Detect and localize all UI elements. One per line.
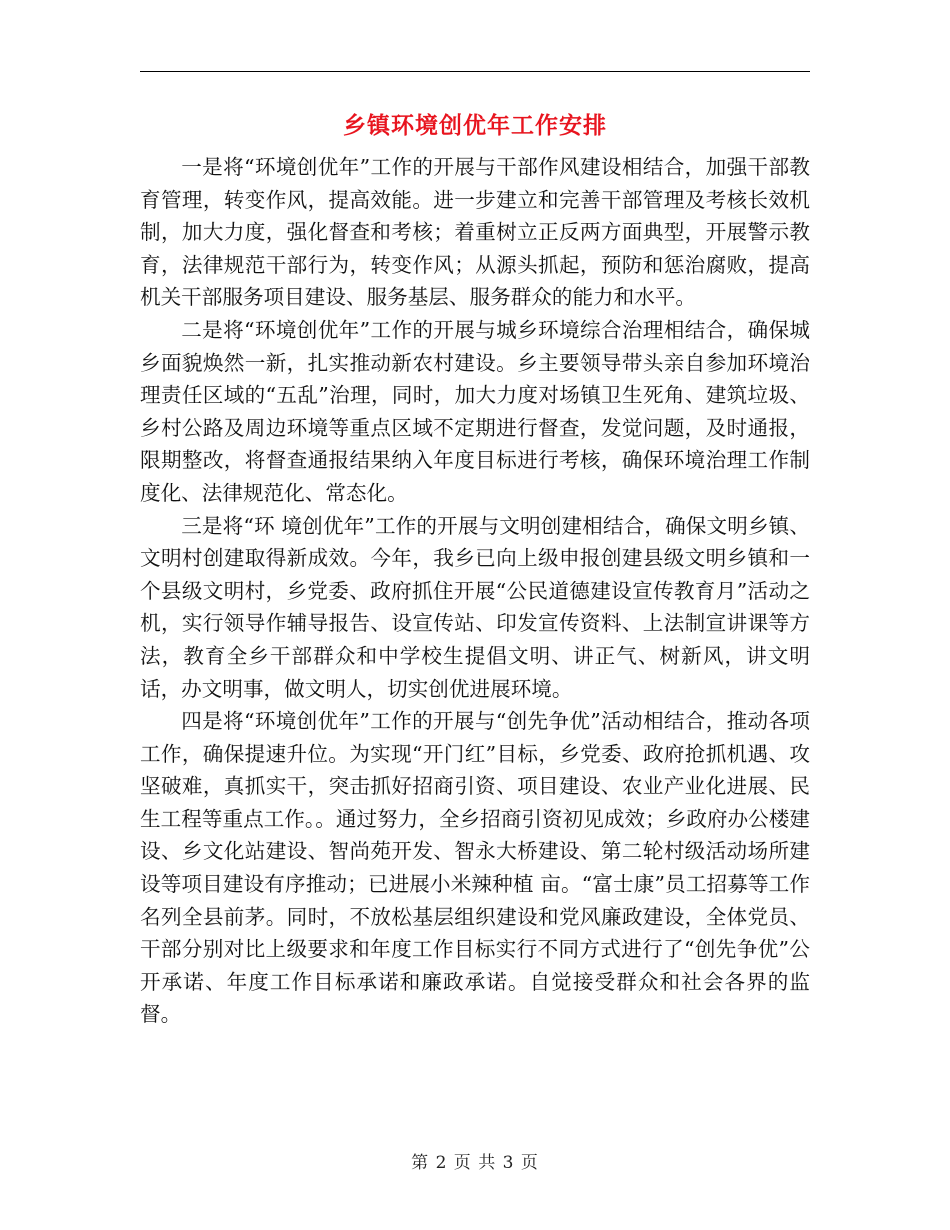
- page-number: 第 2 页 共 3 页: [411, 1153, 539, 1173]
- paragraph-1: 一是将“环境创优年”工作的开展与干部作风建设相结合，加强干部教育管理，转变作风，提高效能。进一步建立和完善干部管理及考核长效机制，加大力度，强化督查和考核；着重树立正反两方面典型，开展警示教育，法律规范干部行为，转变作风；从源头抓起，预防和惩治腐败，提高机关干部服务项目建设、服务基层、服务群众的能力和水平。: [140, 155, 810, 310]
- paragraph-2: 二是将“环境创优年”工作的开展与城乡环境综合治理相结合，确保城乡面貌焕然一新，扎实推动新农村建设。乡主要领导带头亲自参加环境治理责任区域的“五乱”治理，同时，加大力度对场镇卫生死角、建筑垃圾、乡村公路及周边环境等重点区域不定期进行督查，发觉问题，及时通报，限期整改，将督查通报结果纳入年度目标进行考核，确保环境治理工作制度化、法律规范化、常态化。: [140, 317, 810, 505]
- document-title: 乡镇环境创优年工作安排: [343, 113, 607, 139]
- header-rule: [140, 71, 810, 72]
- paragraph-3: 三是将“环 境创优年”工作的开展与文明创建相结合，确保文明乡镇、文明村创建取得新成效。今年，我乡已向上级申报创建县级文明乡镇和一个县级文明村，乡党委、政府抓住开展“公民道德建设宣传教育月”活动之机，实行领导作辅导报告、设宣传站、印发宣传资料、上法制宣讲课等方法，教育全乡干部群众和中学校生提倡文明、讲正气、树新风，讲文明话，办文明事，做文明人，切实创优进展环境。: [140, 513, 810, 701]
- paragraph-4: 四是将“环境创优年”工作的开展与“创先争优”活动相结合，推动各项工作，确保提速升位。为实现“开门红”目标，乡党委、政府抢抓机遇、攻坚破难，真抓实干，突击抓好招商引资、项目建设、农业产业化进展、民生工程等重点工作。。通过努力，全乡招商引资初见成效；乡政府办公楼建设、乡文化站建设、智尚苑开发、智永大桥建设、第二轮村级活动场所建设等项目建设有序推动；已进展小米辣种植 亩。“富士康”员工招募等工作名列全县前茅。同时，不放松基层组织建设和党风廉政建设，全体党员、干部分别对比上级要求和年度工作目标实行不同方式进行了“创先争优”公开承诺、年度工作目标承诺和廉政承诺。自觉接受群众和社会各界的监督。: [140, 709, 810, 1027]
- document-body: [140, 151, 810, 1031]
